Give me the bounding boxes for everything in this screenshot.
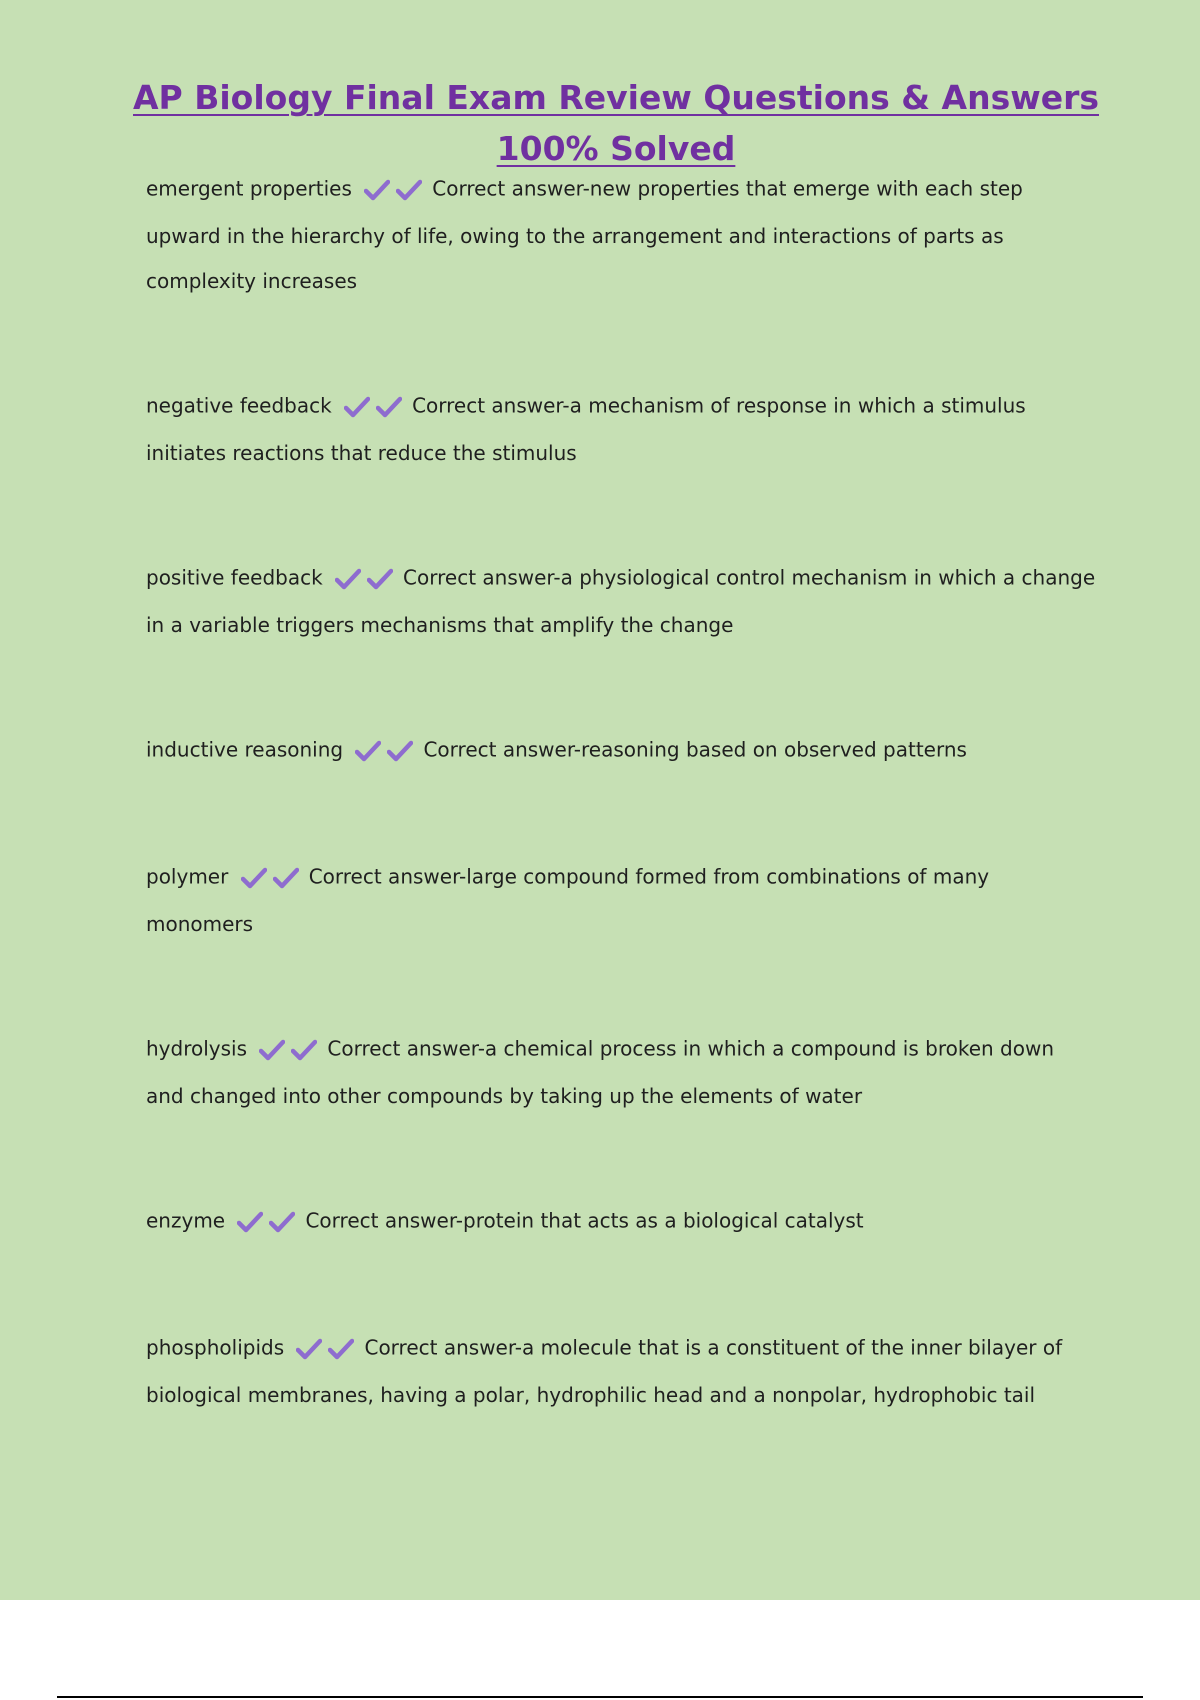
entry-answer: Correct answer-protein that acts as a biological catalyst [305, 1208, 864, 1233]
entry-answer: Correct answer-a mechanism of response in which a stimulus initiates reactions that reduce the stimulus [146, 393, 1026, 465]
double-check-marks [355, 727, 419, 772]
qa-entry-negative-feedback [146, 383, 1096, 476]
qa-entry-emergent-properties [146, 166, 1096, 304]
entry-answer: Correct answer-large compound formed from combinations of many monomers [146, 864, 990, 936]
double-check-marks [296, 1325, 360, 1370]
entry-answer: Correct answer-new properties that emerge with each step upward in the hierarchy of life, owing to the arrangement and interactions of parts as complexity increases [146, 176, 1023, 293]
entry-term: hydrolysis [146, 1036, 248, 1061]
checkmark-icon [396, 179, 422, 201]
entry-term: negative feedback [146, 393, 332, 418]
entry-term: emergent properties [146, 176, 352, 201]
qa-entry-hydrolysis [146, 1026, 1096, 1119]
entry-answer: Correct answer-reasoning based on observed patterns [423, 737, 967, 762]
qa-list [146, 166, 1096, 1418]
checkmark-icon [364, 179, 390, 201]
title-line-2: 100% Solved [496, 129, 736, 168]
entry-answer: Correct answer-a molecule that is a constituent of the inner bilayer of biological membranes, having a polar, hydrophilic head and a nonpolar, hydrophobic tail [146, 1335, 1063, 1407]
checkmark-icon [291, 1039, 317, 1061]
checkmark-icon [237, 1211, 263, 1233]
page-title [0, 72, 1200, 174]
checkmark-icon [241, 867, 267, 889]
qa-entry-phospholipids [146, 1325, 1096, 1418]
checkmark-icon [269, 1211, 295, 1233]
qa-entry-inductive-reasoning [146, 727, 1096, 775]
entry-term: positive feedback [146, 565, 323, 590]
checkmark-icon [328, 1338, 354, 1360]
double-check-marks [237, 1198, 301, 1243]
checkmark-icon [367, 568, 393, 590]
double-check-marks [344, 383, 408, 428]
checkmark-icon [376, 396, 402, 418]
checkmark-icon [296, 1338, 322, 1360]
double-check-marks [364, 166, 428, 211]
checkmark-icon [335, 568, 361, 590]
entry-answer: Correct answer-a physiological control mechanism in which a change in a variable triggers mechanisms that amplify the change [146, 565, 1096, 637]
entry-term: inductive reasoning [146, 737, 344, 762]
qa-entry-polymer [146, 854, 1096, 947]
entry-answer: Correct answer-a chemical process in which a compound is broken down and changed into other compounds by taking up the elements of water [146, 1036, 1055, 1108]
checkmark-icon [344, 396, 370, 418]
entry-term: enzyme [146, 1208, 226, 1233]
title-line-1: AP Biology Final Exam Review Questions & Answers [133, 78, 1099, 117]
double-check-marks [259, 1026, 323, 1071]
entry-term: phospholipids [146, 1335, 285, 1360]
qa-entry-enzyme [146, 1198, 1096, 1246]
double-check-marks [241, 854, 305, 899]
checkmark-icon [259, 1039, 285, 1061]
checkmark-icon [355, 740, 381, 762]
entry-term: polymer [146, 864, 229, 889]
qa-entry-positive-feedback [146, 555, 1096, 648]
double-check-marks [335, 555, 399, 600]
footer-divider [57, 1696, 1143, 1698]
checkmark-icon [273, 867, 299, 889]
checkmark-icon [387, 740, 413, 762]
